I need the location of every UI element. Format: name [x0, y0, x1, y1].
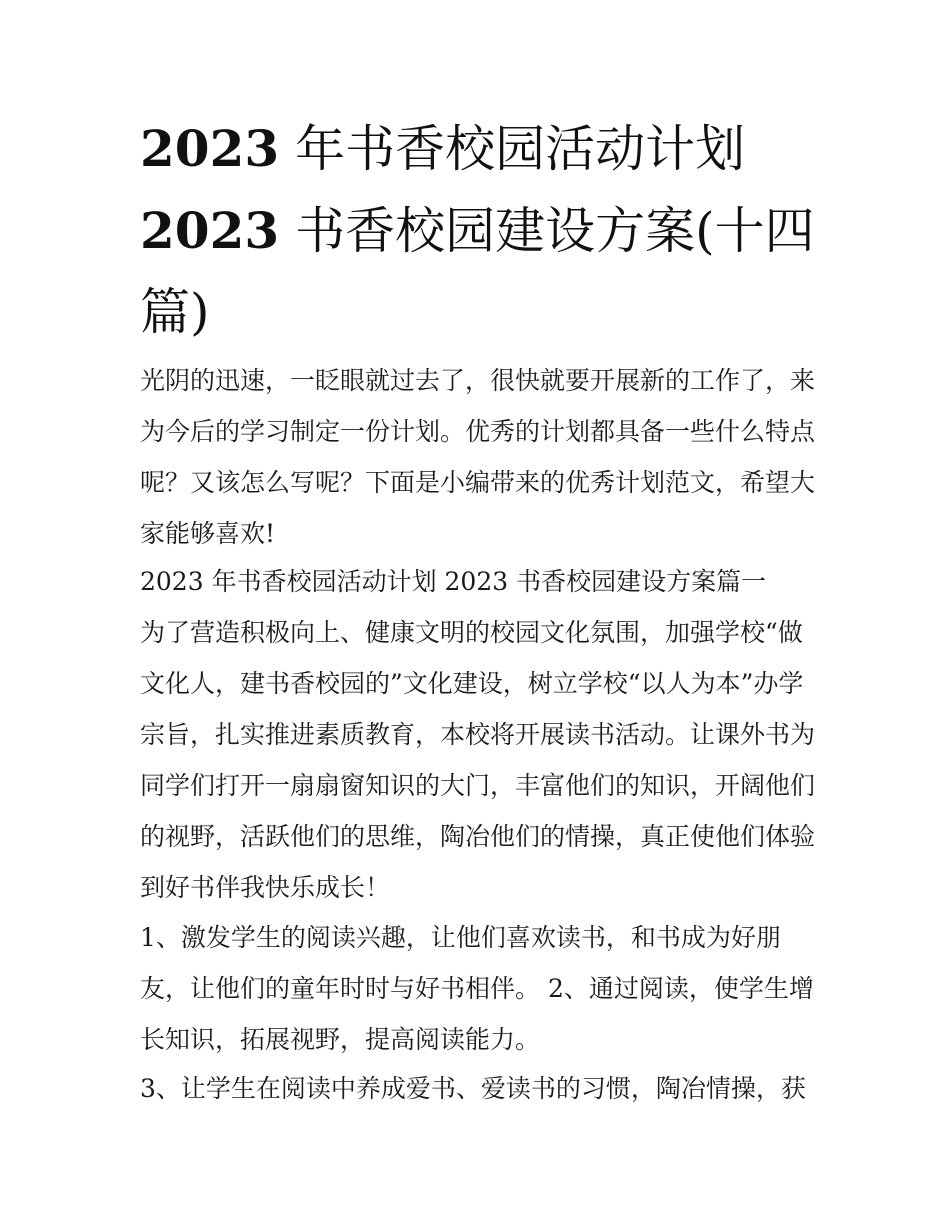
text-line: 1、激发学生的阅读兴趣，让他们喜欢读书，和书成为好朋	[140, 923, 781, 952]
text-line: 家能够喜欢!	[140, 519, 276, 548]
list-item-paragraph	[140, 1063, 830, 1114]
text-line: 呢？又该怎么写呢？下面是小编带来的优秀计划范文，希望大	[140, 468, 816, 497]
text-line: 到好书伴我快乐成长！	[140, 873, 391, 902]
title-line	[140, 272, 820, 353]
text-line: 为今后的学习制定一份计划。优秀的计划都具备一些什么特点	[140, 417, 816, 446]
title-text: 书香校园建设方案(十四	[279, 202, 815, 260]
title-text: 篇)	[140, 283, 210, 341]
text-line: 为了营造积极向上、健康文明的校园文化氛围，加强学校“做	[140, 618, 803, 647]
text-line: 文化人，建书香校园的”文化建设，树立学校“以人为本”办学	[140, 669, 804, 698]
title-year: 2023	[140, 201, 280, 260]
title-line	[140, 108, 820, 190]
document-title	[140, 108, 820, 353]
body-paragraph	[140, 607, 830, 913]
text-line: 3、让学生在阅读中养成爱书、爱读书的习惯，陶冶情操，获	[140, 1074, 806, 1103]
title-text: 年书香校园活动计划	[279, 120, 746, 178]
text-line: 长知识，拓展视野，提高阅读能力。	[140, 1025, 541, 1054]
text-line: 2023 年书香校园活动计划 2023 书香校园建设方案篇一	[140, 567, 767, 596]
text-line: 的视野，活跃他们的思维，陶冶他们的情操，真正使他们体验	[140, 822, 816, 851]
text-line: 光阴的迅速，一眨眼就过去了，很快就要开展新的工作了，来	[140, 366, 816, 395]
text-line: 宗旨，扎实推进素质教育，本校将开展读书活动。让课外书为	[140, 720, 816, 749]
title-year: 2023	[140, 119, 280, 178]
title-line	[140, 190, 820, 272]
section-heading	[140, 556, 830, 607]
list-item-paragraph	[140, 912, 830, 1065]
intro-paragraph	[140, 355, 830, 559]
text-line: 友，让他们的童年时时与好书相伴。 2、通过阅读，使学生增	[140, 974, 814, 1003]
text-line: 同学们打开一扇扇窗知识的大门，丰富他们的知识，开阔他们	[140, 771, 816, 800]
